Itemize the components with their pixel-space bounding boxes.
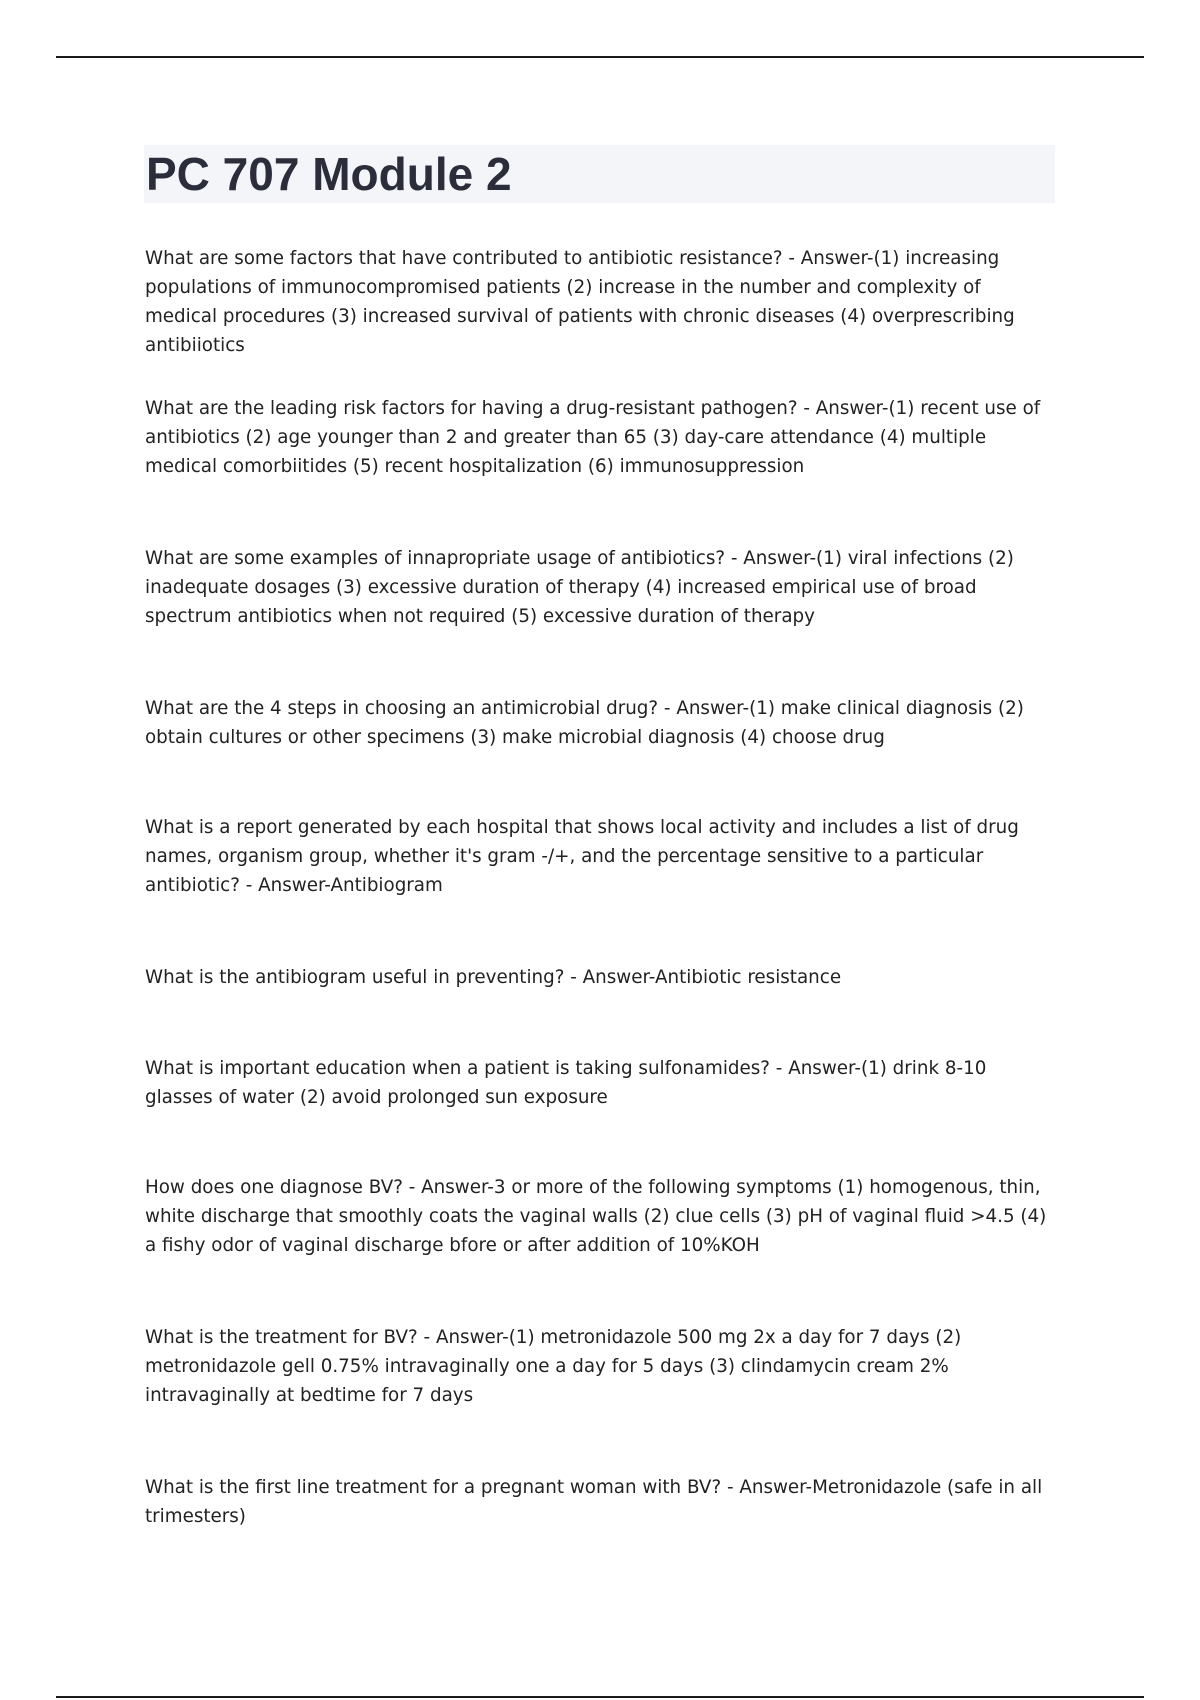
qa-item: What are some factors that have contributed to antibiotic resistance? - Answer-(1) increasing populations of immunocompromised patients (2) increase in the number and complexity of medical procedures (3) increased survival of patients with chronic diseases (4) overprescribing antibiiotics [145,248,1015,356]
qa-item: What is the antibiogram useful in preventing? - Answer-Antibiotic resistance [145,967,842,988]
page-title: PC 707 Module 2 [146,148,512,200]
title-banner [144,145,1055,203]
qa-item: What is the first line treatment for a pregnant woman with BV? - Answer-Metronidazole (safe in all trimesters) [145,1477,1043,1527]
qa-item: What is important education when a patient is taking sulfonamides? - Answer-(1) drink 8-10 glasses of water (2) avoid prolonged sun exposure [145,1058,987,1108]
qa-item: What is the treatment for BV? - Answer-(1) metronidazole 500 mg 2x a day for 7 days (2) metronidazole gell 0.75% intravaginally one a day for 5 days (3) clindamycin cream 2% intravaginally at bedtime for 7 days [145,1327,962,1406]
qa-item: How does one diagnose BV? - Answer-3 or more of the following symptoms (1) homogenous, thin, white discharge that smoothly coats the vaginal walls (2) clue cells (3) pH of vaginal fluid >4.5 (4) a fishy odor of vaginal discharge bfore or after addition of 10%KOH [145,1177,1047,1256]
qa-item: What are the 4 steps in choosing an antimicrobial drug? - Answer-(1) make clinical diagnosis (2) obtain cultures or other specimens (3) make microbial diagnosis (4) choose drug [145,698,1024,748]
bottom-divider [56,1696,1144,1698]
qa-item: What are some examples of innapropriate usage of antibiotics? - Answer-(1) viral infections (2) inadequate dosages (3) excessive duration of therapy (4) increased empirical use of broad spectrum antibiotics when not required (5) excessive duration of therapy [145,548,1014,627]
qa-item: What is a report generated by each hospital that shows local activity and includes a list of drug names, organism group, whether it's gram -/+, and the percentage sensitive to a particular antibiotic? - Answer-Antibiogram [145,817,1019,896]
top-divider [56,56,1144,58]
qa-item: What are the leading risk factors for having a drug-resistant pathogen? - Answer-(1) recent use of antibiotics (2) age younger than 2 and greater than 65 (3) day-care attendance (4) multiple medical comorbiitides (5) recent hospitalization (6) immunosuppression [145,398,1041,477]
